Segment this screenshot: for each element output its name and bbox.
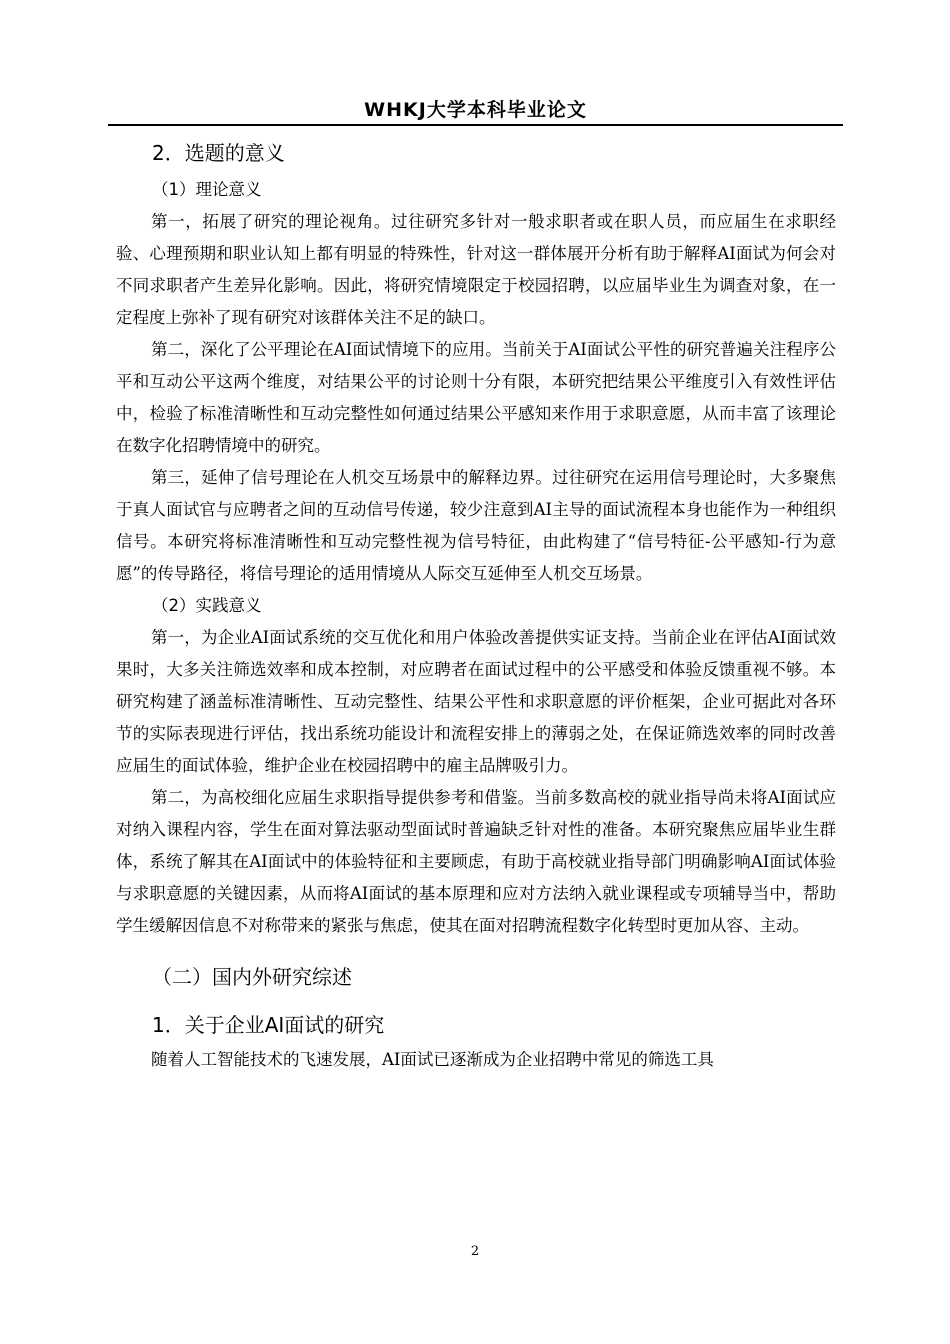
page-number: 2 (470, 1244, 480, 1259)
review-heading: （二）国内外研究综述 (152, 965, 352, 989)
review-paragraph: 随着人工智能技术的飞速发展，AI面试已逐渐成为企业招聘中常见的筛选工具 (151, 1050, 714, 1069)
theory-paragraph-3: 第三，延伸了信号理论在人机交互场景中的解释边界。过往研究在运用信号理论时，大多聚焦于真人面试官与应聘者之间的互动信号传递，较少注意到AI主导的面试流程本身也能作为一种组织信号。本研究将标准清晰性和互动完整性视为信号特征，由此构建了“信号特征-公平感知-行为意愿”的传导路径，将信号理论的适用情境从人际交互延伸至人机交互场景。 (116, 468, 836, 583)
review-sub-heading: 1．关于企业AI面试的研究 (152, 1013, 385, 1037)
section-heading: 2．选题的意义 (152, 141, 285, 165)
page-header-title: WHKJ大学本科毕业论文 (364, 99, 587, 121)
header-rule (108, 124, 843, 126)
page-body (116, 136, 836, 1076)
theory-paragraph-2: 第二，深化了公平理论在AI面试情境下的应用。当前关于AI面试公平性的研究普遍关注程序公平和互动公平这两个维度，对结果公平的讨论则十分有限，本研究把结果公平维度引入有效性评估中，检验了标准清晰性和互动完整性如何通过结果公平感知来作用于求职意愿，从而丰富了该理论在数字化招聘情境中的研究。 (116, 340, 836, 455)
practice-heading: （2）实践意义 (152, 596, 262, 615)
practice-paragraph-1: 第一，为企业AI面试系统的交互优化和用户体验改善提供实证支持。当前企业在评估AI面试效果时，大多关注筛选效率和成本控制，对应聘者在面试过程中的公平感受和体验反馈重视不够。本研究构建了涵盖标准清晰性、互动完整性、结果公平性和求职意愿的评价框架，企业可据此对各环节的实际表现进行评估，找出系统功能设计和流程安排上的薄弱之处，在保证筛选效率的同时改善应届生的面试体验，维护企业在校园招聘中的雇主品牌吸引力。 (116, 628, 836, 775)
practice-paragraph-2: 第二，为高校细化应届生求职指导提供参考和借鉴。当前多数高校的就业指导尚未将AI面试应对纳入课程内容，学生在面对算法驱动型面试时普遍缺乏针对性的准备。本研究聚焦应届毕业生群体，系统了解其在AI面试中的体验特征和主要顾虑，有助于高校就业指导部门明确影响AI面试体验与求职意愿的关键因素，从而将AI面试的基本原理和应对方法纳入就业课程或专项辅导当中，帮助学生缓解因信息不对称带来的紧张与焦虑，使其在面对招聘流程数字化转型时更加从容、主动。 (116, 788, 836, 935)
theory-heading: （1）理论意义 (152, 180, 262, 199)
theory-paragraph-1: 第一，拓展了研究的理论视角。过往研究多针对一般求职者或在职人员，而应届生在求职经验、心理预期和职业认知上都有明显的特殊性，针对这一群体展开分析有助于解释AI面试为何会对不同求职者产生差异化影响。因此，将研究情境限定于校园招聘，以应届毕业生为调查对象，在一定程度上弥补了现有研究对该群体关注不足的缺口。 (116, 212, 836, 327)
